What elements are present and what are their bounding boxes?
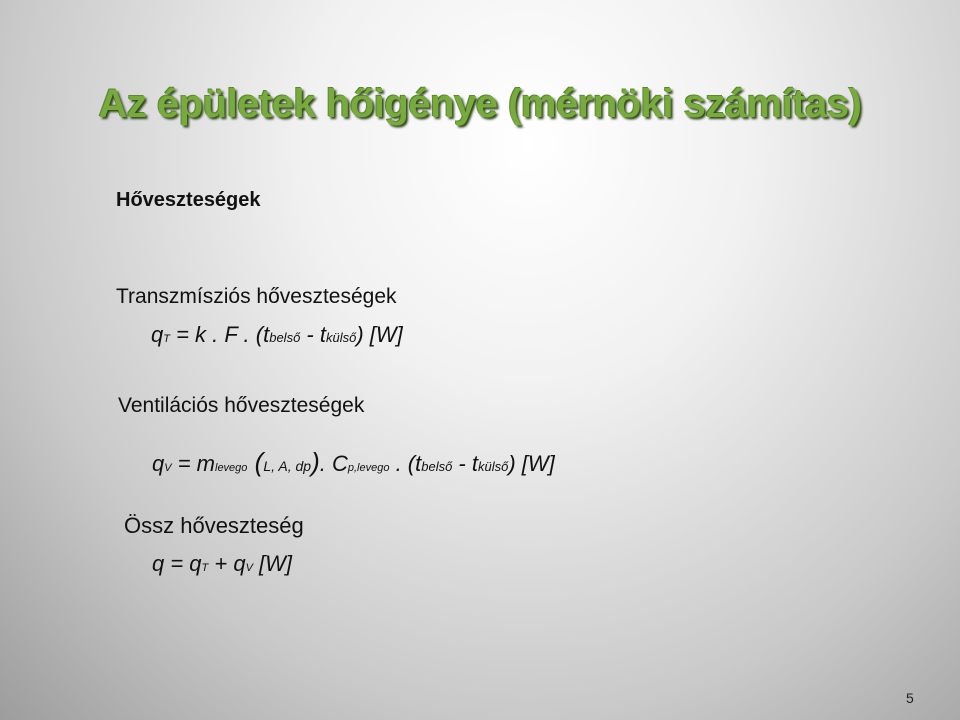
t-outside-subscript: külső — [477, 459, 509, 474]
c-subscript: p,levego — [347, 462, 390, 474]
t-inside-subscript: belső — [421, 459, 453, 474]
ventilation-formula — [152, 447, 555, 478]
formula-plus: + q — [208, 551, 246, 576]
transmission-heading: Transzmísziós hőveszteségek — [116, 285, 397, 308]
total-formula — [152, 551, 292, 577]
q-subscript: V — [164, 462, 172, 474]
paren-open: ( — [247, 447, 264, 477]
t-outside-subscript: külső — [325, 330, 357, 345]
m-subscript: levego — [215, 462, 248, 474]
ventilation-heading: Ventilációs hőveszteségek — [118, 394, 365, 417]
q-subscript: T — [163, 333, 170, 345]
formula-tail: ) [W] — [356, 322, 403, 347]
formula-minus: - t — [300, 322, 326, 347]
formula-middle: = k . F . (t — [169, 322, 270, 347]
paren-close: ) — [311, 447, 320, 477]
q-symbol: q — [151, 322, 164, 347]
formula-minus: - t — [452, 451, 478, 476]
q-symbol: q — [152, 451, 165, 476]
t-inside-subscript: belső — [269, 330, 301, 345]
qv-subscript: V — [245, 562, 253, 574]
transmission-formula — [151, 322, 403, 348]
page-number: 5 — [906, 690, 914, 706]
slide-title: Az épületek hőigénye (mérnöki számítas) — [98, 82, 862, 126]
qt-subscript: T — [201, 562, 209, 574]
total-heading: Össz hőveszteség — [124, 513, 304, 538]
formula-tail: ) [W] — [508, 451, 555, 476]
formula-dot-c: . C — [319, 451, 348, 476]
formula-tail: [W] — [252, 551, 293, 576]
formula-equals-m: = m — [171, 451, 215, 476]
formula-dot-t: . (t — [389, 451, 422, 476]
q-equals: q = q — [152, 551, 202, 576]
section-heading: Hőveszteségek — [116, 189, 261, 211]
function-args: L, A, dp — [263, 458, 312, 474]
